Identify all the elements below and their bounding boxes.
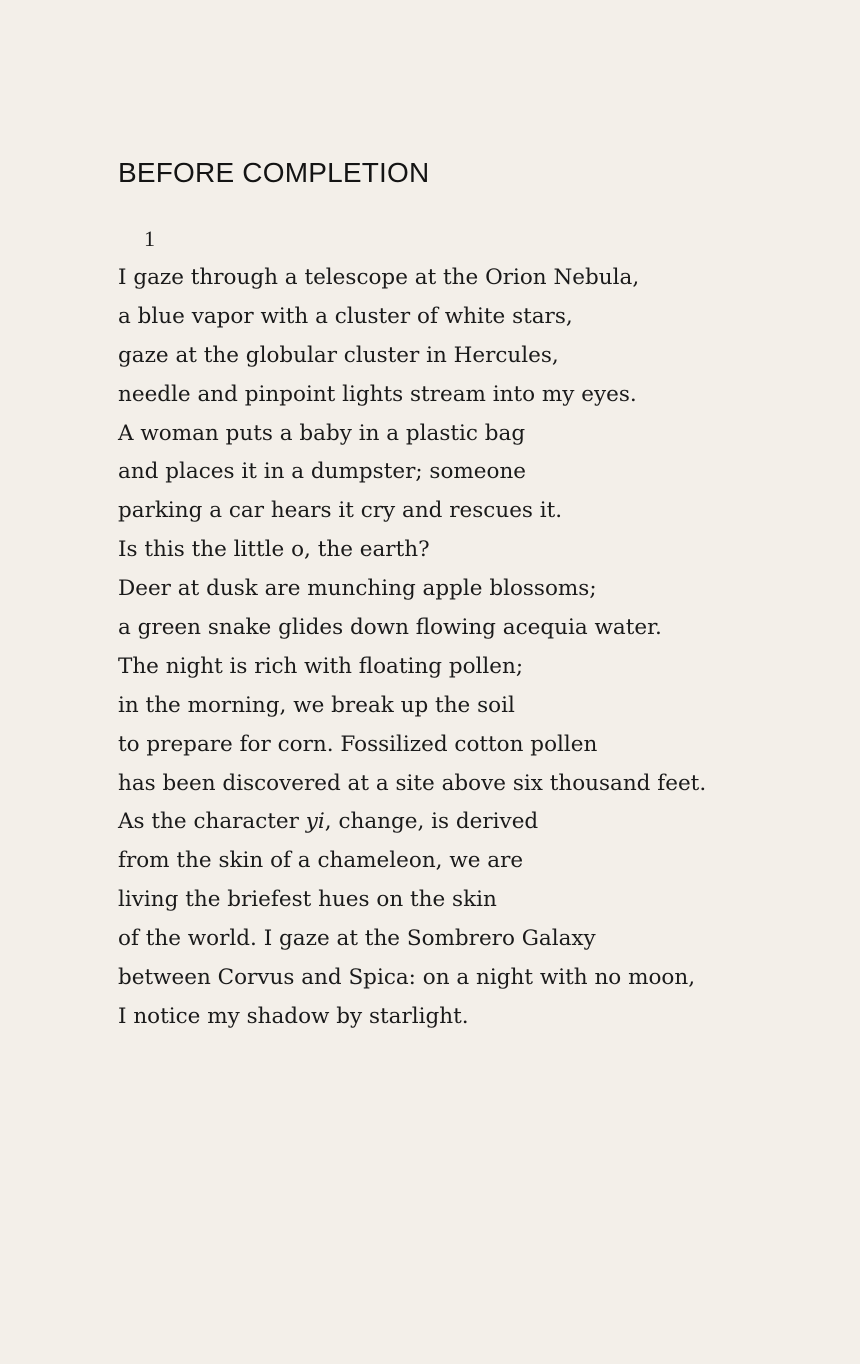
poem-line: between Corvus and Spica: on a night with no moon, (118, 965, 696, 991)
poem-line: A woman puts a baby in a plastic bag (118, 420, 526, 446)
poem-line: has been discovered at a site above six thousand feet. (118, 770, 707, 796)
poem-line: Deer at dusk are munching apple blossoms; (118, 576, 597, 602)
poem-line: I gaze through a telescope at the Orion Nebula, (118, 265, 640, 290)
poem-title: BEFORE COMPLETION (118, 157, 430, 188)
poem-line: I notice my shadow by starlight. (118, 1003, 469, 1029)
poem-line: needle and pinpoint lights stream into my eyes. (118, 381, 637, 407)
poem-line: of the world. I gaze at the Sombrero Galaxy (118, 926, 596, 952)
poem-line: from the skin of a chameleon, we are (118, 848, 524, 874)
poem-line: to prepare for corn. Fossilized cotton pollen (118, 731, 598, 757)
italic-word: yi (305, 809, 325, 835)
line-text: , change, is derived (324, 809, 539, 835)
poem-line: in the morning, we break up the soil (118, 692, 515, 718)
poem-line: a blue vapor with a cluster of white stars, (118, 303, 573, 329)
poem-line: and places it in a dumpster; someone (118, 459, 527, 485)
line-text: As the character (118, 809, 306, 835)
poem-line: gaze at the globular cluster in Hercules, (118, 342, 559, 368)
poem-line (118, 803, 818, 842)
poem-body (118, 259, 818, 1037)
poem-line: parking a car hears it cry and rescues it. (118, 498, 563, 524)
poem-line: living the briefest hues on the skin (118, 887, 497, 913)
poem-line: Is this the little o, the earth? (118, 537, 430, 563)
poem-line: a green snake glides down flowing acequia water. (118, 615, 662, 641)
section-number: 1 (144, 226, 155, 251)
poem-line: The night is rich with floating pollen; (118, 653, 524, 679)
